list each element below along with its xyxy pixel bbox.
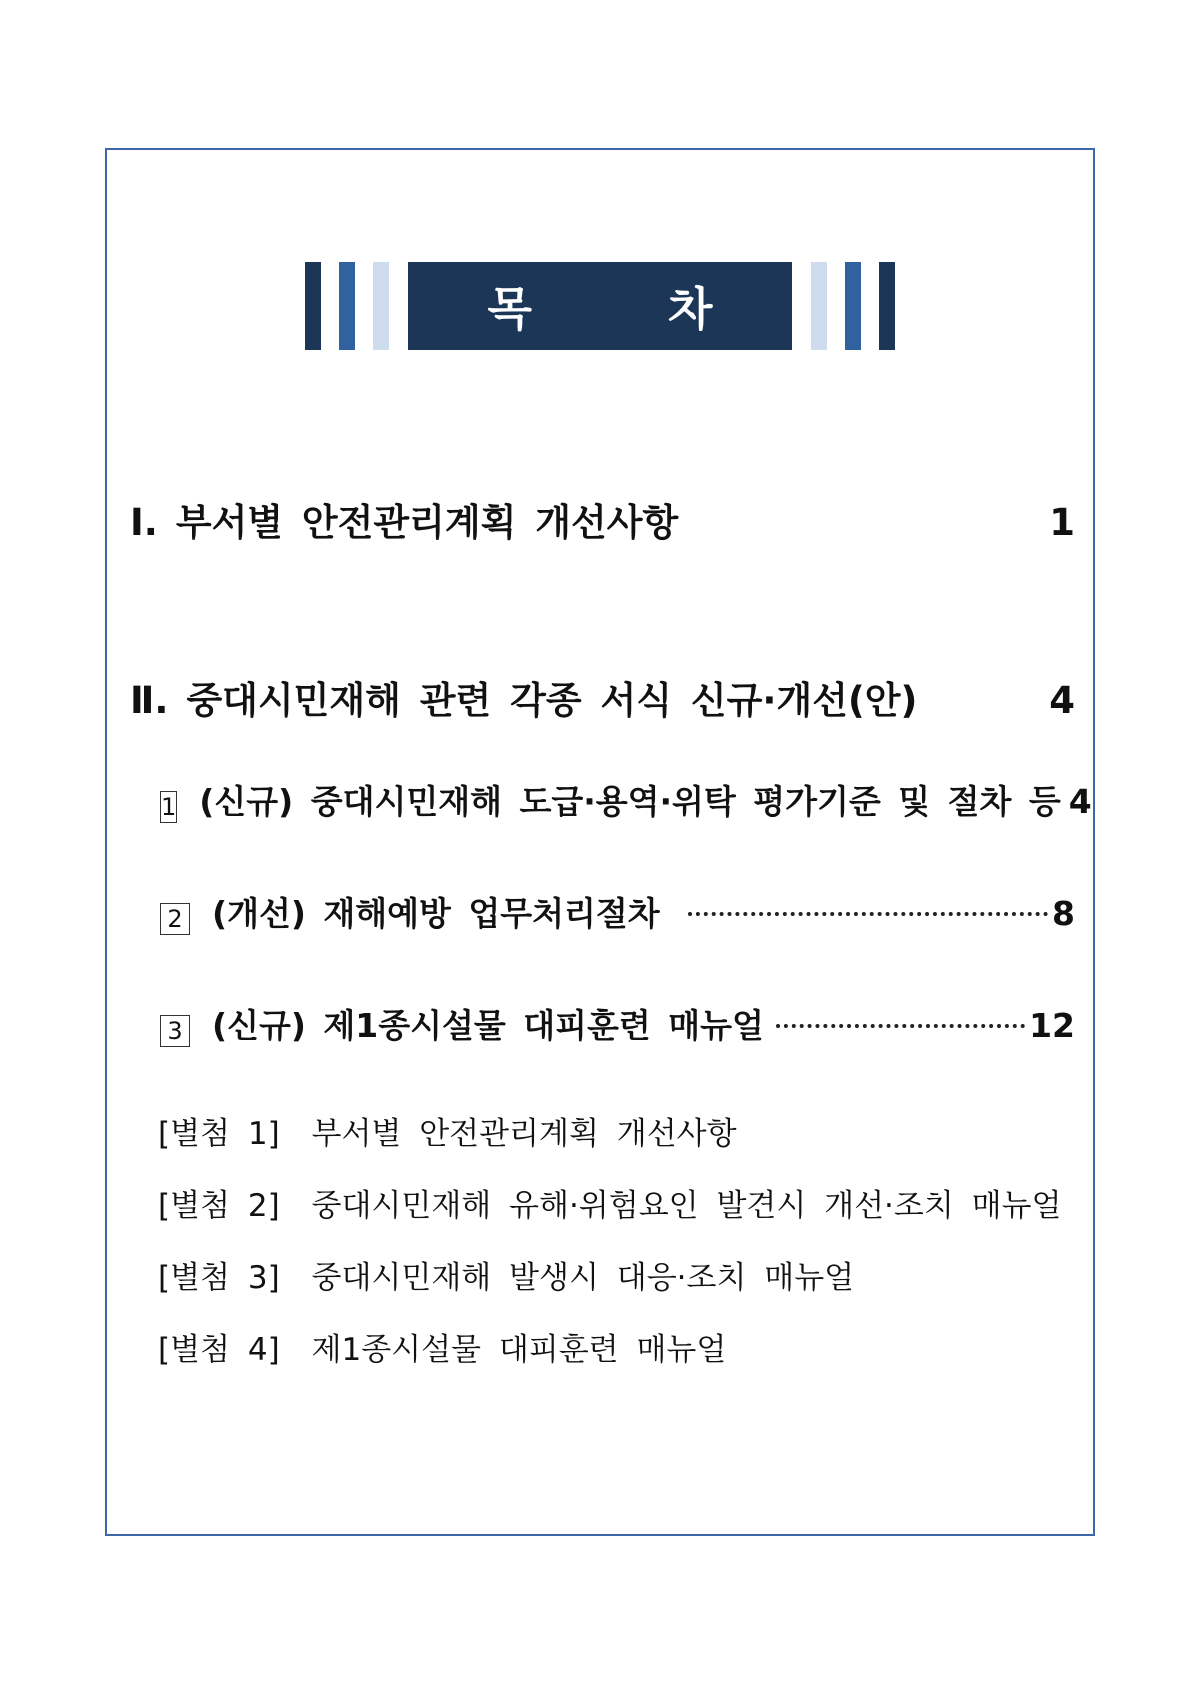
subsection-page-number: 4 <box>1068 782 1092 821</box>
banner-stripe-right-dark <box>879 262 895 350</box>
section-numeral: Ⅱ. <box>130 679 169 722</box>
title-banner <box>305 262 895 350</box>
attachment-tag: [별첨 4] <box>158 1332 280 1368</box>
section-numeral: Ⅰ. <box>130 501 158 544</box>
subsection-label: (신규) 중대시민재해 도급·용역·위탁 평가기준 및 절차 등 <box>199 782 1061 821</box>
boxed-number: 3 <box>160 1015 190 1047</box>
subsection-label: (신규) 제1종시설물 대피훈련 매뉴얼 <box>212 1006 764 1045</box>
subsection-page-number: 12 <box>1029 1006 1075 1045</box>
banner-stripe-left-medium <box>339 262 355 350</box>
dot-leader <box>688 912 1048 916</box>
toc-section-2[interactable] <box>130 670 1075 724</box>
banner-stripe-right-light <box>811 262 827 350</box>
section-page-number: 4 <box>1049 679 1075 722</box>
toc-subsection-3[interactable] <box>160 1000 1075 1047</box>
attachment-label: 중대시민재해 유해·위험요인 발견시 개선·조치 매뉴얼 <box>311 1188 1062 1224</box>
toc-subsection-1[interactable] <box>160 776 1092 823</box>
toc-subsection-2[interactable] <box>160 888 1075 935</box>
dot-leader <box>776 1024 1025 1028</box>
section-label: 중대시민재해 관련 각종 서식 신규·개선(안) <box>186 679 918 722</box>
attachment-item-3[interactable] <box>158 1252 854 1297</box>
attachment-item-4[interactable] <box>158 1324 726 1369</box>
section-page-number: 1 <box>1049 501 1075 544</box>
attachment-tag: [별첨 2] <box>158 1188 280 1224</box>
toc-section-1[interactable] <box>130 492 1075 546</box>
banner-stripe-right-medium <box>845 262 861 350</box>
attachment-tag: [별첨 1] <box>158 1116 280 1152</box>
title-box <box>408 262 792 350</box>
banner-stripe-left-light <box>373 262 389 350</box>
subsection-label: (개선) 재해예방 업무처리절차 <box>212 894 660 933</box>
page-title: 목 차 <box>487 282 773 336</box>
attachment-label: 제1종시설물 대피훈련 매뉴얼 <box>311 1332 727 1368</box>
attachment-label: 부서별 안전관리계획 개선사항 <box>311 1116 737 1152</box>
attachment-label: 중대시민재해 발생시 대응·조치 매뉴얼 <box>311 1260 855 1296</box>
subsection-page-number: 8 <box>1052 894 1075 933</box>
banner-stripe-left-dark <box>305 262 321 350</box>
boxed-number: 2 <box>160 903 190 935</box>
attachment-tag: [별첨 3] <box>158 1260 280 1296</box>
attachment-item-1[interactable] <box>158 1108 737 1153</box>
attachment-item-2[interactable] <box>158 1180 1061 1225</box>
section-label: 부서별 안전관리계획 개선사항 <box>175 501 679 544</box>
boxed-number: 1 <box>161 793 177 821</box>
